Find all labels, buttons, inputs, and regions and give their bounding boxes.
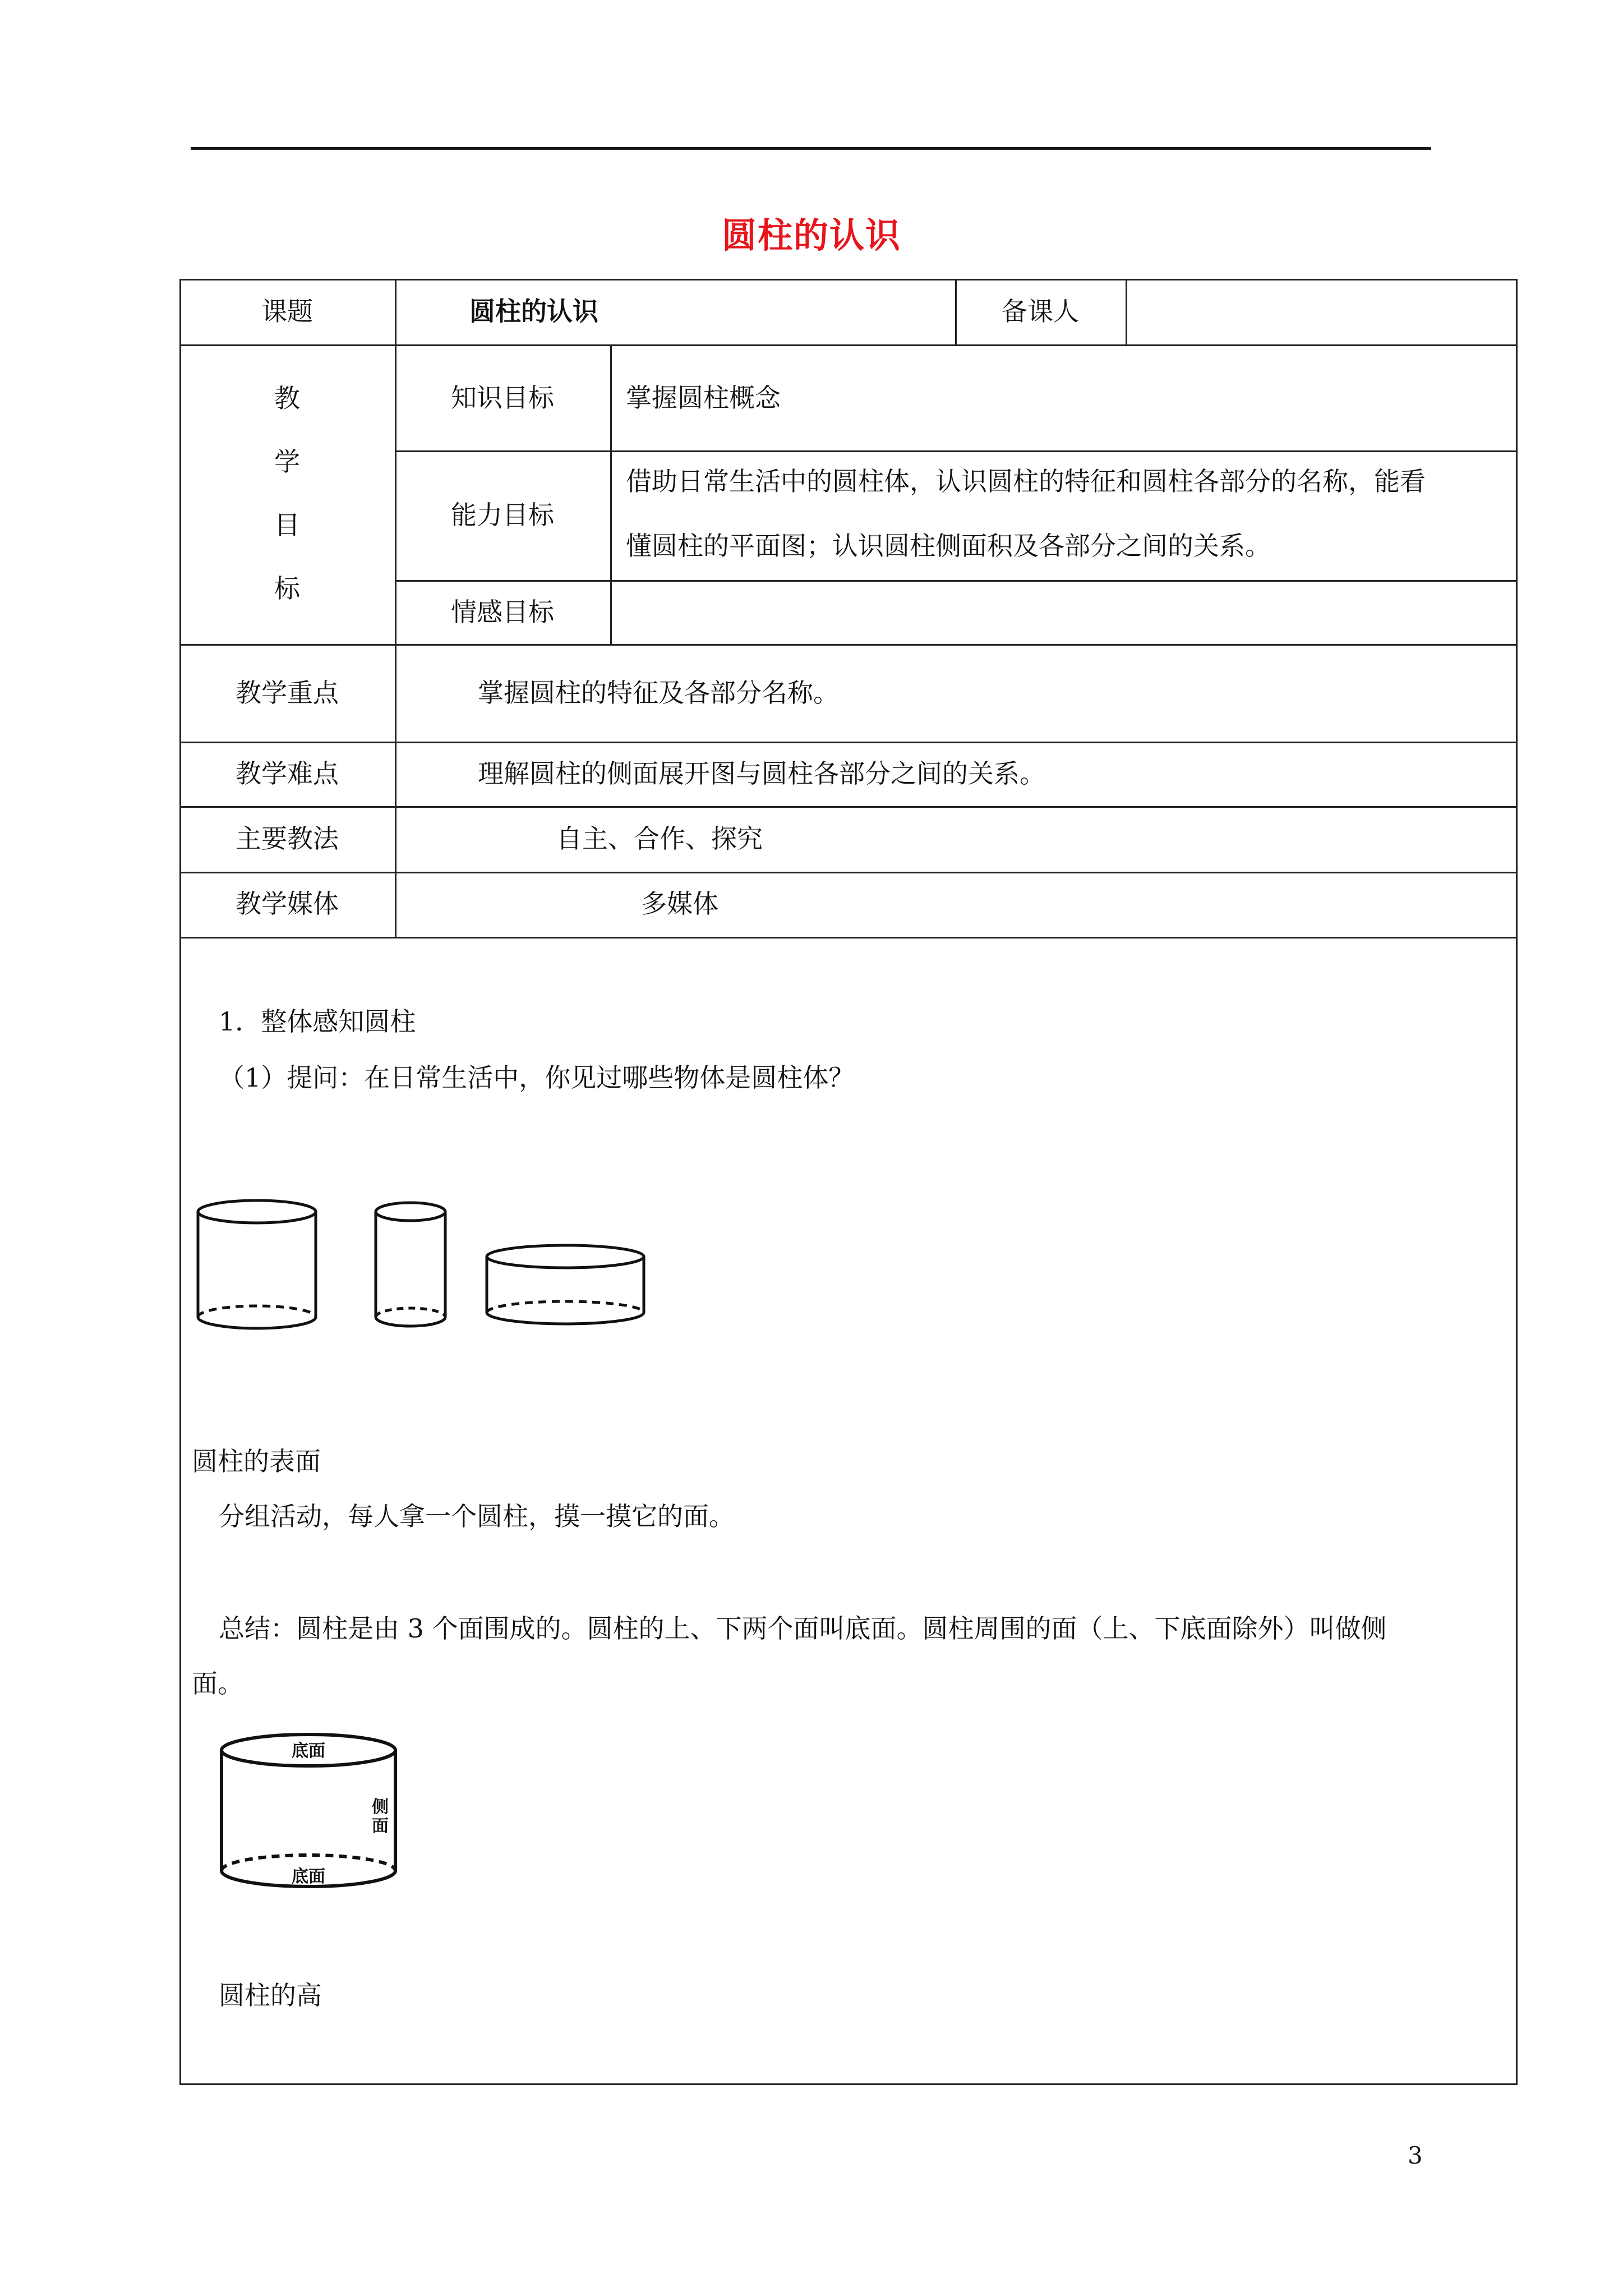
ability-value-line1: 借助日常生活中的圆柱体，认识圆柱的特征和圆柱各部分的名称，能看 [626, 466, 1426, 496]
cylinder-icon [487, 1245, 644, 1324]
topic-label: 课题 [261, 296, 313, 326]
table-row-divider [179, 872, 1518, 873]
question-text: （1）提问：在日常生活中，你见过哪些物体是圆柱体？ [219, 1062, 855, 1093]
table-row-divider [179, 644, 1518, 646]
objectives-label-char: 教 [274, 383, 300, 413]
surface-heading: 圆柱的表面 [192, 1446, 321, 1476]
diagram-label-side: 面 [372, 1816, 389, 1836]
media-label: 教学媒体 [236, 889, 339, 919]
cylinders-illustration [191, 1195, 656, 1341]
key-points-label: 教学重点 [236, 678, 339, 708]
table-col-divider [1126, 279, 1127, 344]
cylinder-parts-diagram [216, 1731, 407, 1904]
ability-label: 能力目标 [451, 500, 554, 530]
page-number: 3 [1408, 2142, 1423, 2169]
table-col-divider [610, 344, 612, 644]
objectives-label-char: 学 [274, 447, 300, 477]
table-row-divider [179, 742, 1518, 743]
cylinder-icon [376, 1203, 445, 1326]
diagram-label-bottom: 底面 [292, 1867, 325, 1887]
table-row-divider [179, 937, 1518, 938]
table-row-divider [179, 344, 1518, 346]
table-row-divider [395, 450, 1518, 452]
key-points-value: 掌握圆柱的特征及各部分名称。 [478, 678, 839, 708]
table-row-divider [179, 806, 1518, 808]
difficulties-label: 教学难点 [236, 758, 339, 789]
header-rule [191, 147, 1431, 150]
cylinder-icon [198, 1200, 316, 1328]
methods-value: 自主、合作、探究 [556, 823, 763, 854]
preparer-label: 备课人 [1002, 296, 1079, 326]
knowledge-label: 知识目标 [451, 383, 554, 413]
objectives-label-char: 标 [274, 573, 300, 604]
emotion-label: 情感目标 [451, 597, 554, 627]
knowledge-value: 掌握圆柱概念 [626, 383, 781, 413]
topic-value: 圆柱的认识 [469, 296, 598, 326]
summary-line1: 总结：圆柱是由 3 个面围成的。圆柱的上、下两个面叫底面。圆柱周围的面（上、下底面除外）叫做侧 [219, 1613, 1387, 1644]
ability-value-line2: 懂圆柱的平面图；认识圆柱侧面积及各部分之间的关系。 [626, 531, 1271, 561]
media-value: 多媒体 [641, 889, 718, 919]
activity-text: 分组活动，每人拿一个圆柱，摸一摸它的面。 [219, 1501, 735, 1531]
document-title: 圆柱的认识 [721, 215, 901, 256]
section-heading: 1．整体感知圆柱 [219, 1006, 416, 1037]
difficulties-value: 理解圆柱的侧面展开图与圆柱各部分之间的关系。 [478, 758, 1045, 789]
diagram-label-top: 底面 [292, 1741, 325, 1761]
methods-label: 主要教法 [236, 823, 339, 854]
objectives-label-char: 目 [274, 510, 300, 540]
diagram-label-side: 侧 [372, 1797, 389, 1817]
table-row-divider [395, 580, 1518, 582]
summary-line2: 面。 [192, 1668, 243, 1699]
height-heading: 圆柱的高 [219, 1980, 322, 2010]
